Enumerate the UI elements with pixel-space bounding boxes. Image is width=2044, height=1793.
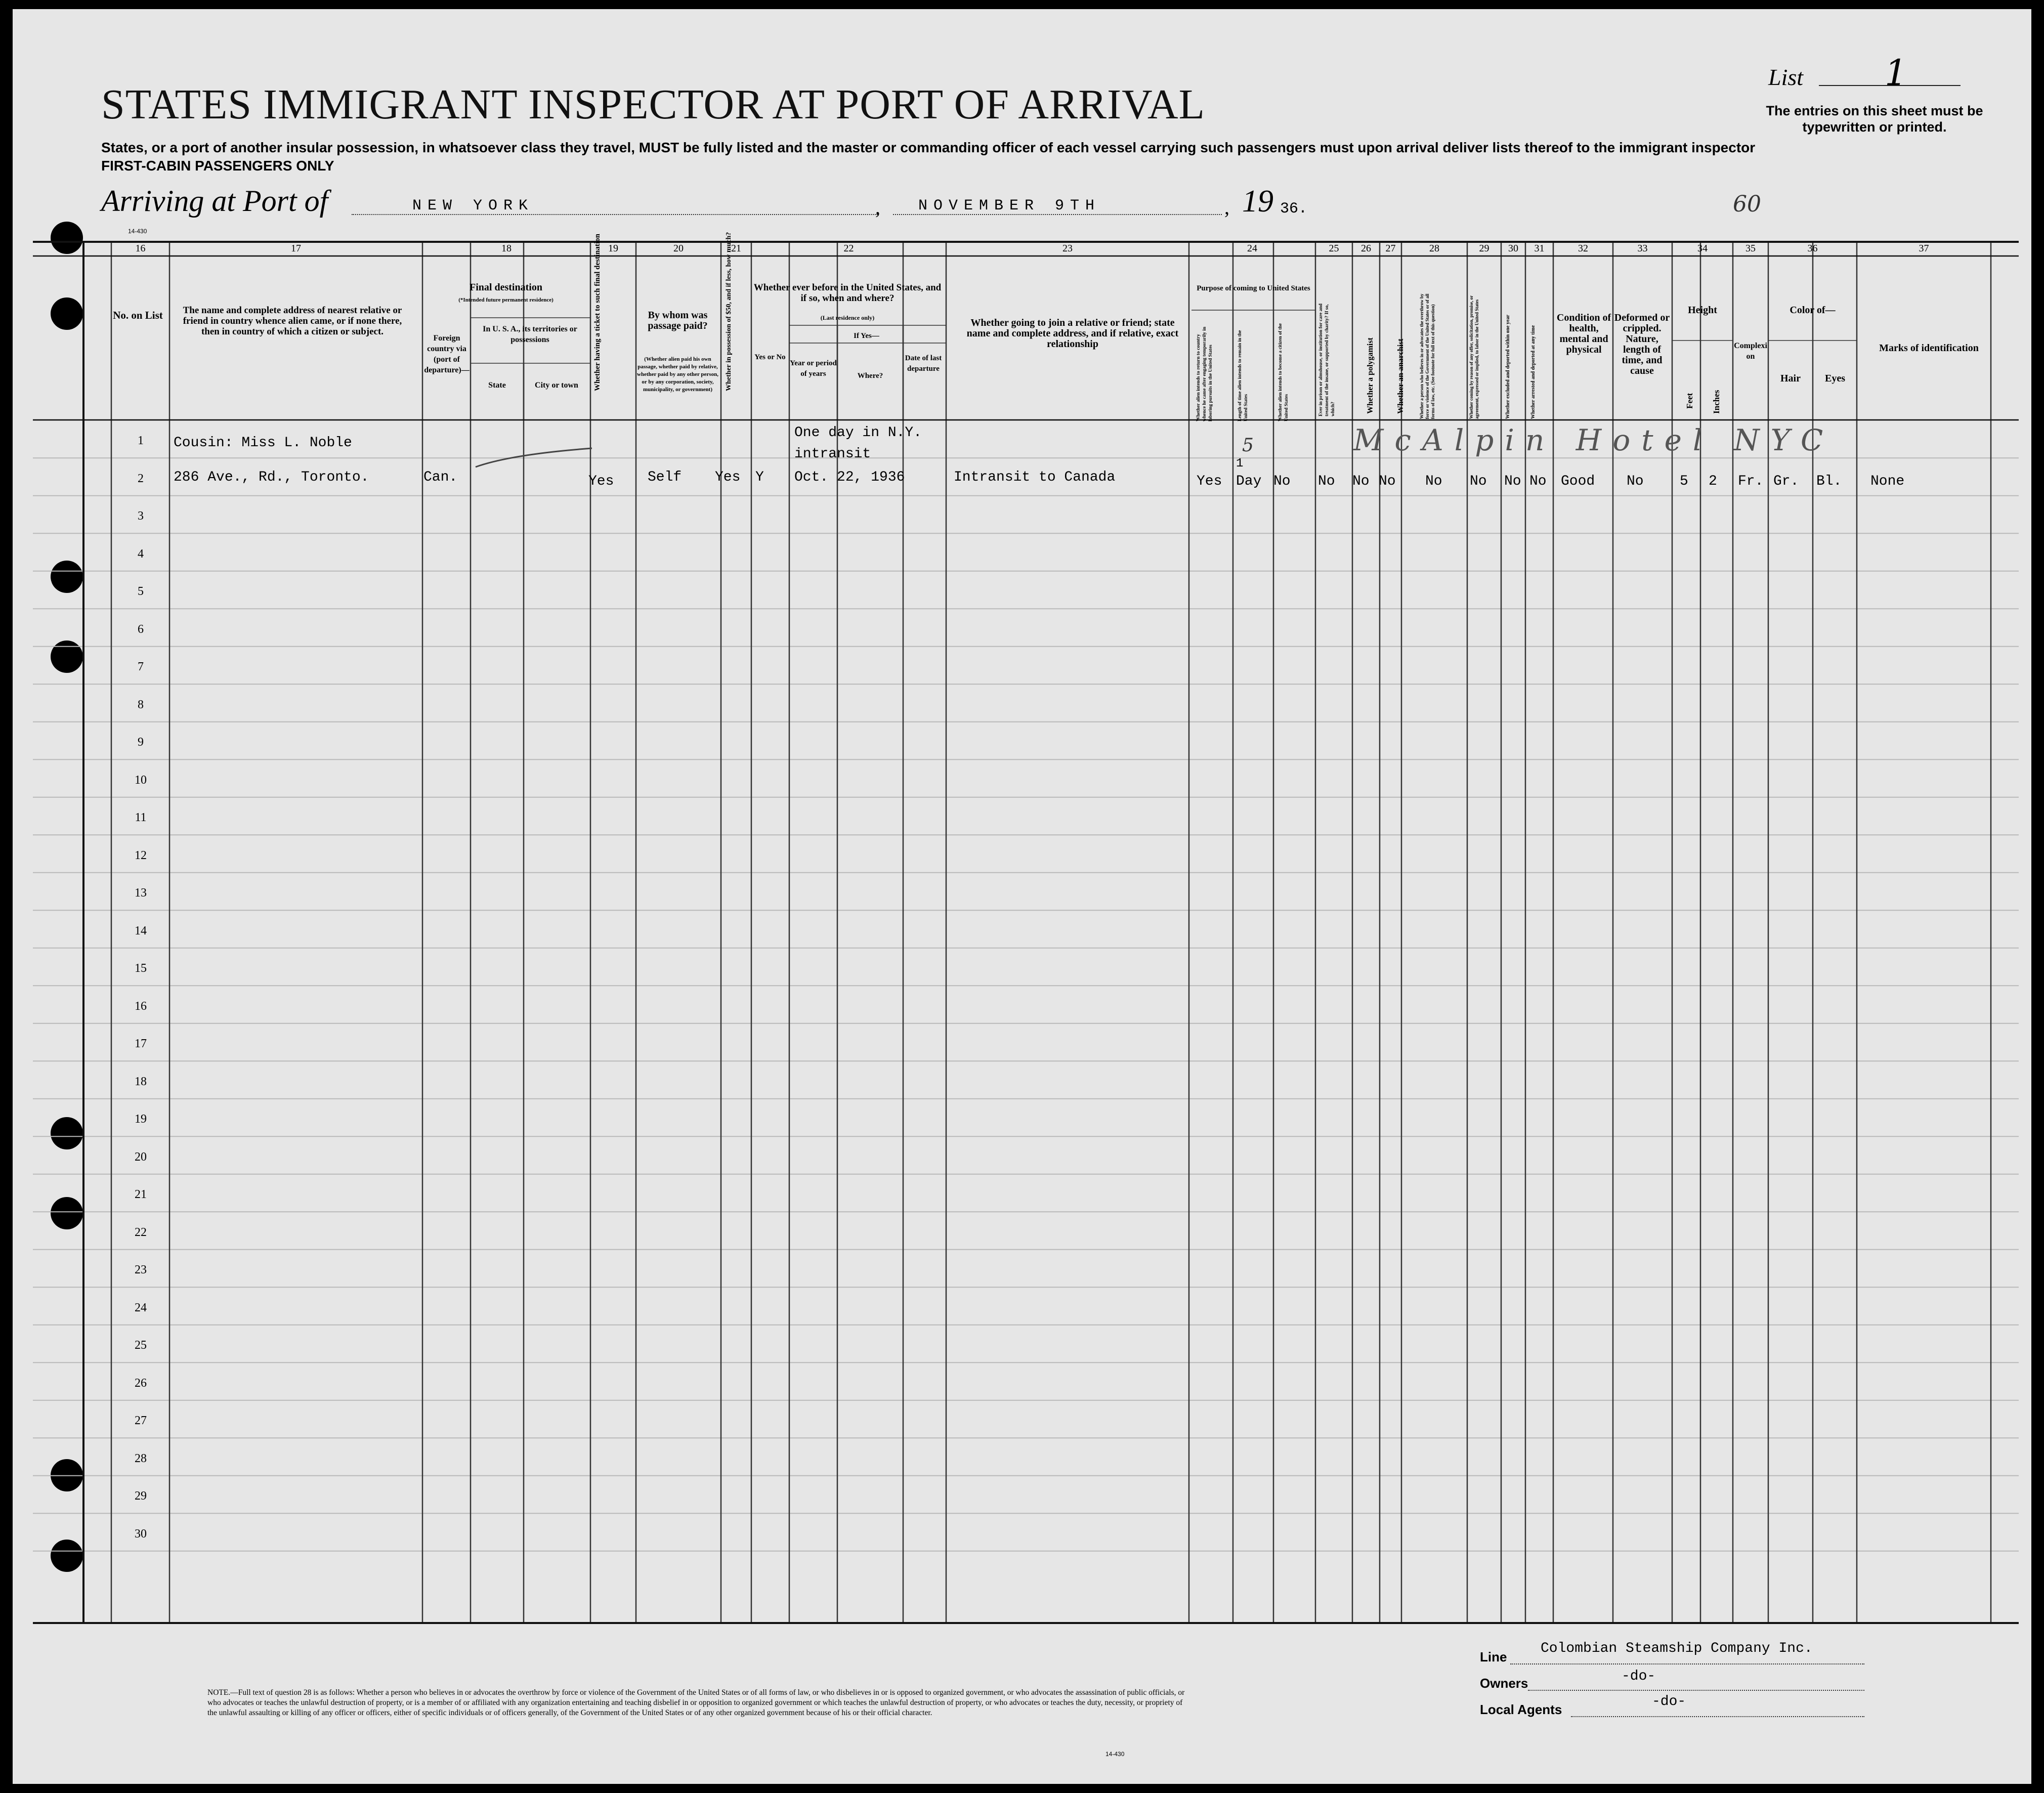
row-number: 26: [135, 1376, 147, 1390]
header-excluded: Whether excluded and deported within one year: [1505, 315, 1511, 419]
column-number: 21: [731, 243, 741, 254]
row-number: 30: [135, 1527, 147, 1541]
row-number: 12: [135, 848, 147, 862]
row-number: 14: [135, 924, 147, 937]
manifest-grid: [13, 9, 2031, 1784]
row-number: 19: [135, 1113, 147, 1126]
column-number: 28: [1429, 243, 1439, 254]
row-number: 11: [135, 811, 147, 824]
header-last-departure: Date of last departure: [905, 354, 942, 373]
column-number: 32: [1578, 243, 1588, 254]
before-line-2: intransit: [794, 446, 871, 462]
before-line-1: One day in N.Y.: [794, 425, 922, 441]
row-number: 7: [138, 660, 144, 673]
year-prefix: 19: [1242, 184, 1273, 219]
line-value: Colombian Steamship Company Inc.: [1541, 1641, 1813, 1656]
header-final-destination-note: (*Intended future permanent residence): [458, 297, 553, 303]
offer-value: No: [1470, 474, 1487, 489]
column-number: 24: [1247, 243, 1257, 254]
agents-fill: [1571, 1716, 1864, 1717]
column-number: 16: [135, 243, 146, 254]
header-overthrow: Whether a person who believes in or advocates the overthrow by force or violence of the Government of the United States or of all forms of law, etc. (See footnote for full text of this question): [1419, 293, 1435, 419]
column-number: 27: [1385, 243, 1396, 254]
form-subtitle: States, or a port of another insular possession, in whatsoever class they travel, MUST be fully listed and the master or commanding officer of each vessel carrying such passengers must upon arrival deliver lists thereof to the immigrant inspector: [101, 140, 1756, 155]
header-state: State: [488, 381, 506, 390]
header-polygamist: Whether a polygamist: [1366, 337, 1375, 414]
row-number: 18: [135, 1075, 147, 1088]
question-28-note: NOTE.—Full text of question 28 is as follows: Whether a person who believes in or advocates the overthrow by force or violence of the Government of the United States or of all forms of law, or who disbelieves in or is opposed to organized government, or who advocates the assassination of public officials, or who advocates or teaches the unlawful destruction of property, or is a member of or affiliated with any organization entertaining and teaching disbelief in or opposition to organized government or which teaches the unlawful destruction of property, or who advocates or teaches the duty, necessity, or propriety of the unlawful assaulting or killing of any officer or officers, either of specific individuals or of officers generally, of the Government of the United States or of any other organized government because of his or their official character.: [207, 1688, 1185, 1717]
column-number: 25: [1329, 243, 1339, 254]
page-number: 60: [1733, 191, 1761, 217]
column-number: 17: [291, 243, 301, 254]
date-value: NOVEMBER 9TH: [918, 197, 1101, 215]
manifest-sheet: [13, 9, 2031, 1784]
prison-value: No: [1318, 474, 1335, 489]
owners-fill: [1528, 1690, 1864, 1691]
header-offer: Whether coming by reason of any offer, solicitation, promise, or agreement, expressed or implied, to labor in the United States: [1469, 295, 1479, 419]
line-fill: [1510, 1663, 1864, 1664]
header-marks: Marks of identification: [1879, 343, 1979, 354]
row-number: 4: [138, 547, 144, 561]
row-number: 17: [135, 1037, 147, 1050]
ticket-value: Yes: [588, 474, 614, 489]
row-number: 15: [135, 962, 147, 975]
header-deformed: Deformed or crippled. Nature, length of time, and cause: [1614, 313, 1670, 376]
year-suffix: 36.: [1280, 200, 1308, 218]
handwritten-address: McAlpin Hotel NYC: [1353, 423, 1835, 457]
row-number: 27: [135, 1414, 147, 1427]
owners-value: -do-: [1622, 1669, 1656, 1684]
health-value: Good: [1561, 474, 1595, 489]
join-value: Intransit to Canada: [954, 469, 1116, 485]
header-in-usa: In U. S. A., its territories or possessions: [483, 325, 577, 344]
header-foreign-country: Foreign country via (port of departure)—: [424, 334, 470, 374]
header-anarchist: Whether an anarchist: [1396, 338, 1405, 414]
row-number: 22: [135, 1225, 147, 1239]
row-number: 10: [135, 773, 147, 787]
header-final-destination: Final destination: [470, 282, 542, 293]
hair-value: Gr.: [1773, 474, 1799, 489]
marks-value: None: [1870, 474, 1905, 489]
header-eyes: Eyes: [1825, 373, 1845, 384]
complexion-value: Fr.: [1738, 474, 1764, 489]
header-period: Year or period of years: [790, 359, 837, 378]
column-number: 26: [1361, 243, 1371, 254]
header-ticket: Whether having a ticket to such final destination: [593, 234, 602, 391]
column-number: 23: [1062, 243, 1073, 254]
column-number: 18: [501, 243, 512, 254]
cabin-class: FIRST-CABIN PASSENGERS ONLY: [101, 158, 334, 174]
header-feet: Feet: [1685, 393, 1694, 409]
row-number: 3: [138, 509, 144, 523]
header-passage-note: (Whether alien paid his own passage, whether paid by relative, whether paid by any other person, or by any corporation, society, municipality, or government): [637, 356, 718, 393]
row-number: 16: [135, 999, 147, 1013]
line-label: Line: [1480, 1649, 1507, 1664]
header-color-of: Color of—: [1790, 305, 1836, 316]
header-city: City or town: [535, 381, 578, 390]
deformed-value: No: [1627, 474, 1644, 489]
list-label: List: [1768, 64, 1804, 90]
arriving-label: Arriving at Port of: [101, 184, 328, 218]
comma: ,: [875, 196, 880, 219]
header-before-us: Whether ever before in the United States, and if so, when and where?: [753, 282, 942, 304]
row-number: 24: [135, 1301, 147, 1314]
row-number: 8: [138, 698, 144, 711]
typewritten-notice: The entries on this sheet must be typewritten or printed.: [1766, 103, 1983, 135]
length-fraction: 1: [1236, 457, 1244, 471]
header-height: Height: [1688, 305, 1717, 316]
row-number: 1: [138, 434, 144, 447]
header-no-on-list: No. on List: [113, 310, 163, 321]
header-where: Where?: [857, 372, 883, 380]
overthrow-value: No: [1425, 474, 1442, 489]
header-yes-or-no: Yes or No: [754, 353, 786, 361]
row-number: 29: [135, 1489, 147, 1503]
column-number: 35: [1745, 243, 1756, 254]
column-number: 29: [1479, 243, 1489, 254]
before-line-3: Oct. 22, 1936: [794, 469, 905, 485]
header-complexion: Complexion: [1734, 341, 1767, 361]
form-code: 14-430: [128, 228, 147, 235]
header-deported: Whether arrested and deported at any time: [1530, 325, 1536, 419]
before-yes-no: Y: [755, 469, 764, 485]
column-number: 31: [1534, 243, 1545, 254]
header-hair: Hair: [1780, 373, 1801, 384]
length-number: 5: [1242, 435, 1254, 456]
row-number: 9: [138, 736, 144, 749]
anarchist-value: No: [1379, 474, 1396, 489]
column-number: 20: [673, 243, 684, 254]
header-purpose-citizen: Whether alien intends to become a citizen of the United States: [1278, 323, 1289, 421]
relative-line-1: Cousin: Miss L. Noble: [174, 435, 352, 451]
row-number: 2: [138, 472, 144, 485]
row-number: 20: [135, 1150, 147, 1164]
eyes-value: Bl.: [1816, 474, 1842, 489]
header-purpose-return: Whether alien intends to return to country whence he came after engaging temporarily in laboring pursuits in the United States: [1196, 326, 1213, 421]
form-title: STATES IMMIGRANT INSPECTOR AT PORT OF ARRIVAL: [101, 81, 1205, 128]
row-number: 23: [135, 1263, 147, 1276]
feet-value: 5: [1680, 474, 1688, 489]
row-number: 13: [135, 886, 147, 900]
row-number: 5: [138, 585, 144, 598]
header-if-yes: If Yes—: [854, 332, 879, 340]
column-number: 22: [843, 243, 854, 254]
polygamist-value: No: [1352, 474, 1370, 489]
agents-value: -do-: [1652, 1694, 1686, 1710]
header-last-residence: (Last residence only): [820, 314, 875, 321]
comma: ,: [1224, 196, 1229, 219]
header-prison: Ever in prison or almshouse, or institution for care and treatment of the insane, or supported by charity? If so, which?: [1318, 304, 1336, 416]
passage-value: Self: [648, 469, 682, 485]
column-number: 30: [1508, 243, 1518, 254]
header-purpose: Purpose of coming to United States: [1197, 284, 1310, 292]
header-inches: Inches: [1712, 390, 1721, 414]
header-purpose-length: Length of time alien intends to remain in the United States: [1238, 330, 1249, 421]
port-value: NEW YORK: [412, 197, 534, 215]
row-number: 28: [135, 1452, 147, 1465]
inches-value: 2: [1709, 474, 1717, 489]
agents-label: Local Agents: [1480, 1702, 1562, 1717]
row-lines: [33, 420, 2019, 1551]
row-number: 6: [138, 622, 144, 636]
list-number: 1: [1885, 52, 1907, 94]
row-number: 21: [135, 1188, 147, 1201]
header-relative: The name and complete address of nearest relative or friend in country whence alien came, or if none there, then in country of which a citizen or subject.: [183, 305, 402, 337]
column-number: 34: [1697, 243, 1708, 254]
relative-line-2: 286 Ave., Rd., Toronto.: [174, 469, 369, 485]
foreign-country-value: Can.: [423, 469, 458, 485]
deported-value: No: [1529, 474, 1547, 489]
column-number: 36: [1807, 243, 1818, 254]
header-money: Whether in possession of $50, and if less, how much?: [725, 232, 733, 391]
purpose-return-value: Yes: [1197, 474, 1222, 489]
header-passage: By whom was passage paid?: [648, 310, 708, 331]
money-value: Yes: [715, 469, 741, 485]
length-unit: Day: [1236, 474, 1262, 489]
column-number: 19: [608, 243, 618, 254]
ditto-stroke: [471, 444, 602, 475]
column-number: 37: [1919, 243, 1929, 254]
column-number: 33: [1637, 243, 1648, 254]
citizen-value: No: [1273, 474, 1291, 489]
header-health: Condition of health, mental and physical: [1556, 313, 1611, 355]
header-join-relative: Whether going to join a relative or friend; state name and complete address, and if relative, exact relationship: [966, 318, 1179, 350]
row-number: 25: [135, 1339, 147, 1352]
excluded-value: No: [1504, 474, 1521, 489]
footer-form-code: 14-430: [1105, 1751, 1125, 1758]
owners-label: Owners: [1480, 1676, 1528, 1691]
